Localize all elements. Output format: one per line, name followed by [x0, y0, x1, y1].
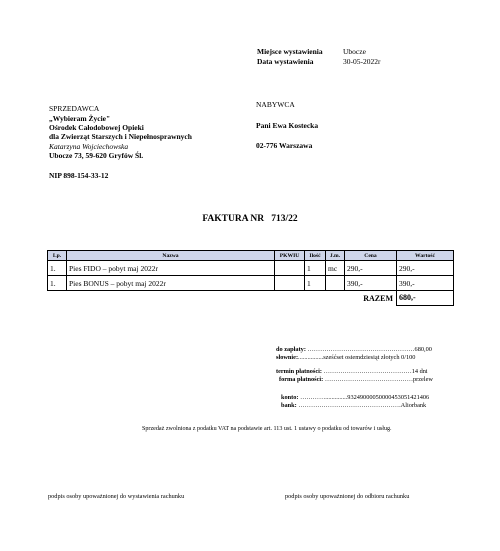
- account-value: …………..............93249000050000453051421406: [300, 394, 430, 401]
- cell-price: 390,-: [345, 276, 397, 291]
- in-words-label: słownie:: [276, 354, 299, 361]
- cell-pkwiu: [275, 276, 305, 291]
- date-value: 30-05-2022r: [343, 56, 381, 66]
- bank-value: ………………………………………….Aliorbank: [298, 402, 427, 409]
- seller-line3: dla Zwierząt Starszych i Niepełnosprawnych: [49, 132, 192, 141]
- table-row: [48, 276, 454, 291]
- payment-summary: [276, 346, 454, 410]
- to-pay-label: do zapłaty:: [276, 346, 306, 353]
- issue-info: [257, 47, 381, 66]
- total-value: 680,-: [397, 291, 454, 306]
- total-row: [48, 291, 454, 306]
- total-label: RAZEM: [363, 293, 393, 303]
- table-row: [48, 261, 454, 276]
- method-value: ……………………………………przelew: [324, 376, 433, 383]
- seller-person: Katarzyna Wojciechowska: [49, 142, 129, 151]
- invoice-title: FAKTURA NR 713/22: [202, 214, 298, 224]
- cell-value: 390,-: [397, 276, 454, 291]
- signature-issuer: podpis osoby upoważnionej do wystawienia rachunku: [48, 493, 185, 500]
- signature-receiver: podpis osoby upoważnionej do odbioru rachunku: [285, 493, 410, 500]
- method-label: forma płatności:: [279, 376, 324, 383]
- col-header-value: Wartość: [397, 251, 454, 261]
- table-header-row: [48, 251, 454, 261]
- cell-lp: 1.: [48, 276, 67, 291]
- cell-unit: [326, 276, 345, 291]
- col-header-name: Nazwa: [67, 251, 275, 261]
- buyer-title: NABYWCA: [256, 100, 295, 109]
- cell-unit: mc: [326, 261, 345, 276]
- cell-qty: 1: [305, 261, 326, 276]
- bank-label: bank:: [281, 402, 297, 409]
- seller-nip: NIP 898-154-33-12: [49, 171, 109, 180]
- buyer-name: Pani Ewa Kostecka: [256, 121, 319, 130]
- in-words-value: ................sześćset osiemdziesiąt złotych 0/100: [298, 354, 416, 361]
- cell-price: 290,-: [345, 261, 397, 276]
- vat-exemption-note: Sprzedaż zwolniona z podatku VAT na podstawie art. 113 ust. 1 ustawy o podatku od towarów i usług.: [142, 426, 392, 432]
- seller-line1: „Wybieram Życie": [49, 114, 111, 123]
- seller-line2: Ośrodek Całodobowej Opieki: [49, 123, 144, 132]
- col-header-unit: J.m.: [326, 251, 345, 261]
- to-pay-value: ……………………………………………680,00: [307, 346, 432, 353]
- cell-pkwiu: [275, 261, 305, 276]
- cell-qty: 1: [305, 276, 326, 291]
- col-header-lp: Lp.: [48, 251, 67, 261]
- place-value: Ubocze: [343, 47, 366, 56]
- col-header-price: Cena: [345, 251, 397, 261]
- col-header-qty: Ilość: [305, 251, 326, 261]
- items-table: [47, 250, 453, 306]
- seller-address: Ubocze 73, 59-620 Gryfów Śl.: [49, 151, 144, 160]
- place-label: Miejsce wystawienia: [257, 47, 323, 56]
- seller-title: SPRZEDAWCA: [49, 104, 100, 113]
- term-label: termin płatności:: [276, 368, 322, 375]
- date-label: Data wystawienia: [257, 56, 314, 66]
- cell-value: 290,-: [397, 261, 454, 276]
- account-label: konto:: [281, 394, 299, 401]
- cell-name: Pies FIDO – pobyt maj 2022r: [67, 261, 275, 276]
- buyer-city: 02-776 Warszawa: [256, 141, 313, 150]
- cell-lp: 1.: [48, 261, 67, 276]
- col-header-pkwiu: PKWIU: [275, 251, 305, 261]
- cell-name: Pies BONUS – pobyt maj 2022r: [67, 276, 275, 291]
- term-value: ……………………………………14 dni: [323, 368, 428, 375]
